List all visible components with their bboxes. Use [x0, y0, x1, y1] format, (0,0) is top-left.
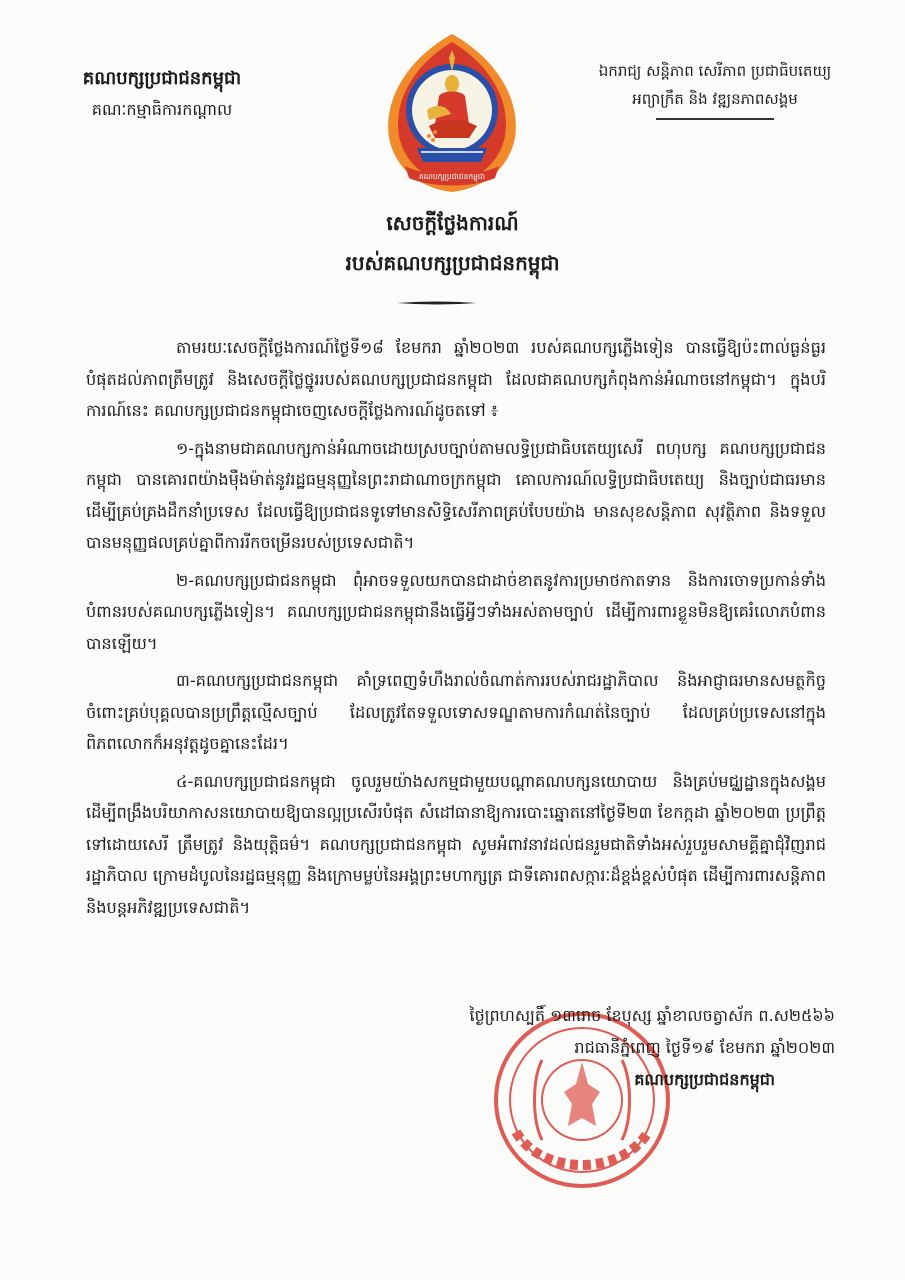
place-date: រាជធានីភ្នំពេញ ថ្ងៃទី១៩ ខែមករា ឆ្នាំ២០២៣ [574, 1038, 835, 1057]
national-motto: ឯករាជ្យ សន្តិភាព សេរីភាព ប្រជាធិបតេយ្យ [598, 62, 832, 80]
header-left [62, 66, 262, 123]
national-motto-line2: អព្យាក្រឹត និង វឌ្ឍនភាពសង្គម [632, 90, 798, 108]
paragraph-point-3: ៣-គណបក្សប្រជាជនកម្ពុជា គាំទ្រពេញទំហឹងរាល់ចំណាត់ការរបស់រាជរដ្ឋាភិបាល និងអាជ្ញាធរមានសមត្ថកិច្ច ចំពោះគ្រប់បុគ្គលបានប្រព្រឹត្តល្មើសច្បាប់ ដែលត្រូវតែទទួលទោសទណ្ឌតាមការកំណត់នៃច្បាប់ ដែលគ្រប់ប្រទេសនៅក្នុងពិភពលោកក៏អនុវត្តដូចគ្នានេះដែរ។ [86, 671, 826, 753]
lunar-date: ថ្ងៃព្រហស្បតិ៍ ១៣រោច ខែបុស្ស ឆ្នាំខាលចត្វាស័ក ព.ស២៥៦៦ [469, 1006, 835, 1025]
central-committee: គណៈកម្មាធិការកណ្ដាល [91, 100, 233, 119]
title-line1: សេចក្ដីថ្លែងការណ៍ [386, 211, 519, 235]
paragraph-point-1: ១-ក្នុងនាមជាគណបក្សកាន់អំណាចដោយស្របច្បាប់តាមលទ្ធិប្រជាធិបតេយ្យសេរី ពហុបក្ស គណបក្សប្រជាជនកម្ពុជា បានគោរពយ៉ាងម៉ឺងម៉ាត់នូវរដ្ឋធម្មនុញ្ញនៃព្រះរាជាណាចក្រកម្ពុជា គោលការណ៍លទ្ធិប្រជាធិបតេយ្យ និងច្បាប់ជាធរមាន ដើម្បីគ្រប់គ្រងដឹកនាំប្រទេស ដែលធ្វើឱ្យប្រជាជនទូទៅមានសិទ្ធិសេរីភាពគ្រប់បែបយ៉ាង មានសុខសន្តិភាព សុវត្ថិភាព និងទទួលបានមនុញ្ញផលគ្រប់គ្នាពីការរីកចម្រើនរបស់ប្រទេសជាតិ។ [86, 438, 826, 552]
signing-party: គណបក្សប្រជាជនកម្ពុជា [634, 1070, 775, 1089]
logo-ribbon-text: គណបក្សប្រជាជនកម្ពុជា [419, 172, 485, 181]
paragraph-point-4: ៤-គណបក្សប្រជាជនកម្ពុជា ចូលរួមយ៉ាងសកម្មជាមួយបណ្ដាគណបក្សនយោបាយ និងគ្រប់មជ្ឈដ្ឋានក្នុងសង្គម ដើម្បីពង្រឹងបរិយាកាសនយោបាយឱ្យបានល្អប្រសើរបំផុត សំដៅធានាឱ្យការបោះឆ្នោតនៅថ្ងៃទី២៣ ខែកក្កដា ឆ្នាំ២០២៣ ប្រព្រឹត្តទៅដោយសេរី ត្រឹមត្រូវ និងយុត្តិធម៌។ គណបក្សប្រជាជនកម្ពុជា សូមអំពាវនាវដល់ជនរួមជាតិទាំងអស់រួបរួមសាមគ្គីគ្នាជុំវិញរាជរដ្ឋាភិបាល ក្រោមដំបូលនៃរដ្ឋធម្មនុញ្ញ និងក្រោមម្លប់នៃអង្គព្រះមហាក្សត្រ ជាទីគោរពសក្ការៈដ៏ខ្ពង់ខ្ពស់បំផុត ដើម្បីការពារសន្តិភាព និងបន្តអភិវឌ្ឍប្រទេសជាតិ។ [86, 771, 826, 917]
party-logo [369, 28, 535, 198]
title-divider [395, 298, 479, 308]
motto-underline [656, 118, 774, 120]
title-line2: របស់គណបក្សប្រជាជនកម្ពុជា [345, 251, 560, 275]
header-right [565, 62, 865, 120]
paragraph-intro: តាមរយៈសេចក្ដីថ្លែងការណ៍ថ្ងៃទី១៨ ខែមករា ឆ្នាំ២០២៣ របស់គណបក្សភ្លើងទៀន បានធ្វើឱ្យប៉ះពាល់ធ្ងន់ធ្ងរបំផុតដល់ភាពត្រឹមត្រូវ និងសេចក្ដីថ្លៃថ្នូររបស់គណបក្សប្រជាជនកម្ពុជា ដែលជាគណបក្សកំពុងកាន់អំណាចនៅកម្ពុជា។ ក្នុងបរិការណ៍នេះ គណបក្សប្រជាជនកម្ពុជាចេញសេចក្ដីថ្លែងការណ៍ដូចតទៅ ៖ [86, 338, 826, 420]
signature-block [355, 1000, 835, 1096]
party-name-header: គណបក្សប្រជាជនកម្ពុជា [82, 68, 242, 89]
statement-body [86, 332, 826, 929]
paragraph-point-2: ២-គណបក្សប្រជាជនកម្ពុជា ពុំអាចទទួលយកបានជាដាច់ខាតនូវការប្រមាថកាតទាន និងការចោទប្រកាន់ទាំងបំពានរបស់គណបក្សភ្លើងទៀន។ គណបក្សប្រជាជនកម្ពុជានឹងធ្វើអ្វីៗទាំងអស់តាមច្បាប់ ដើម្បីការពារខ្លួនមិនឱ្យគេរំលោភបំពានបានឡើយ។ [86, 570, 826, 653]
document-title [0, 210, 905, 280]
